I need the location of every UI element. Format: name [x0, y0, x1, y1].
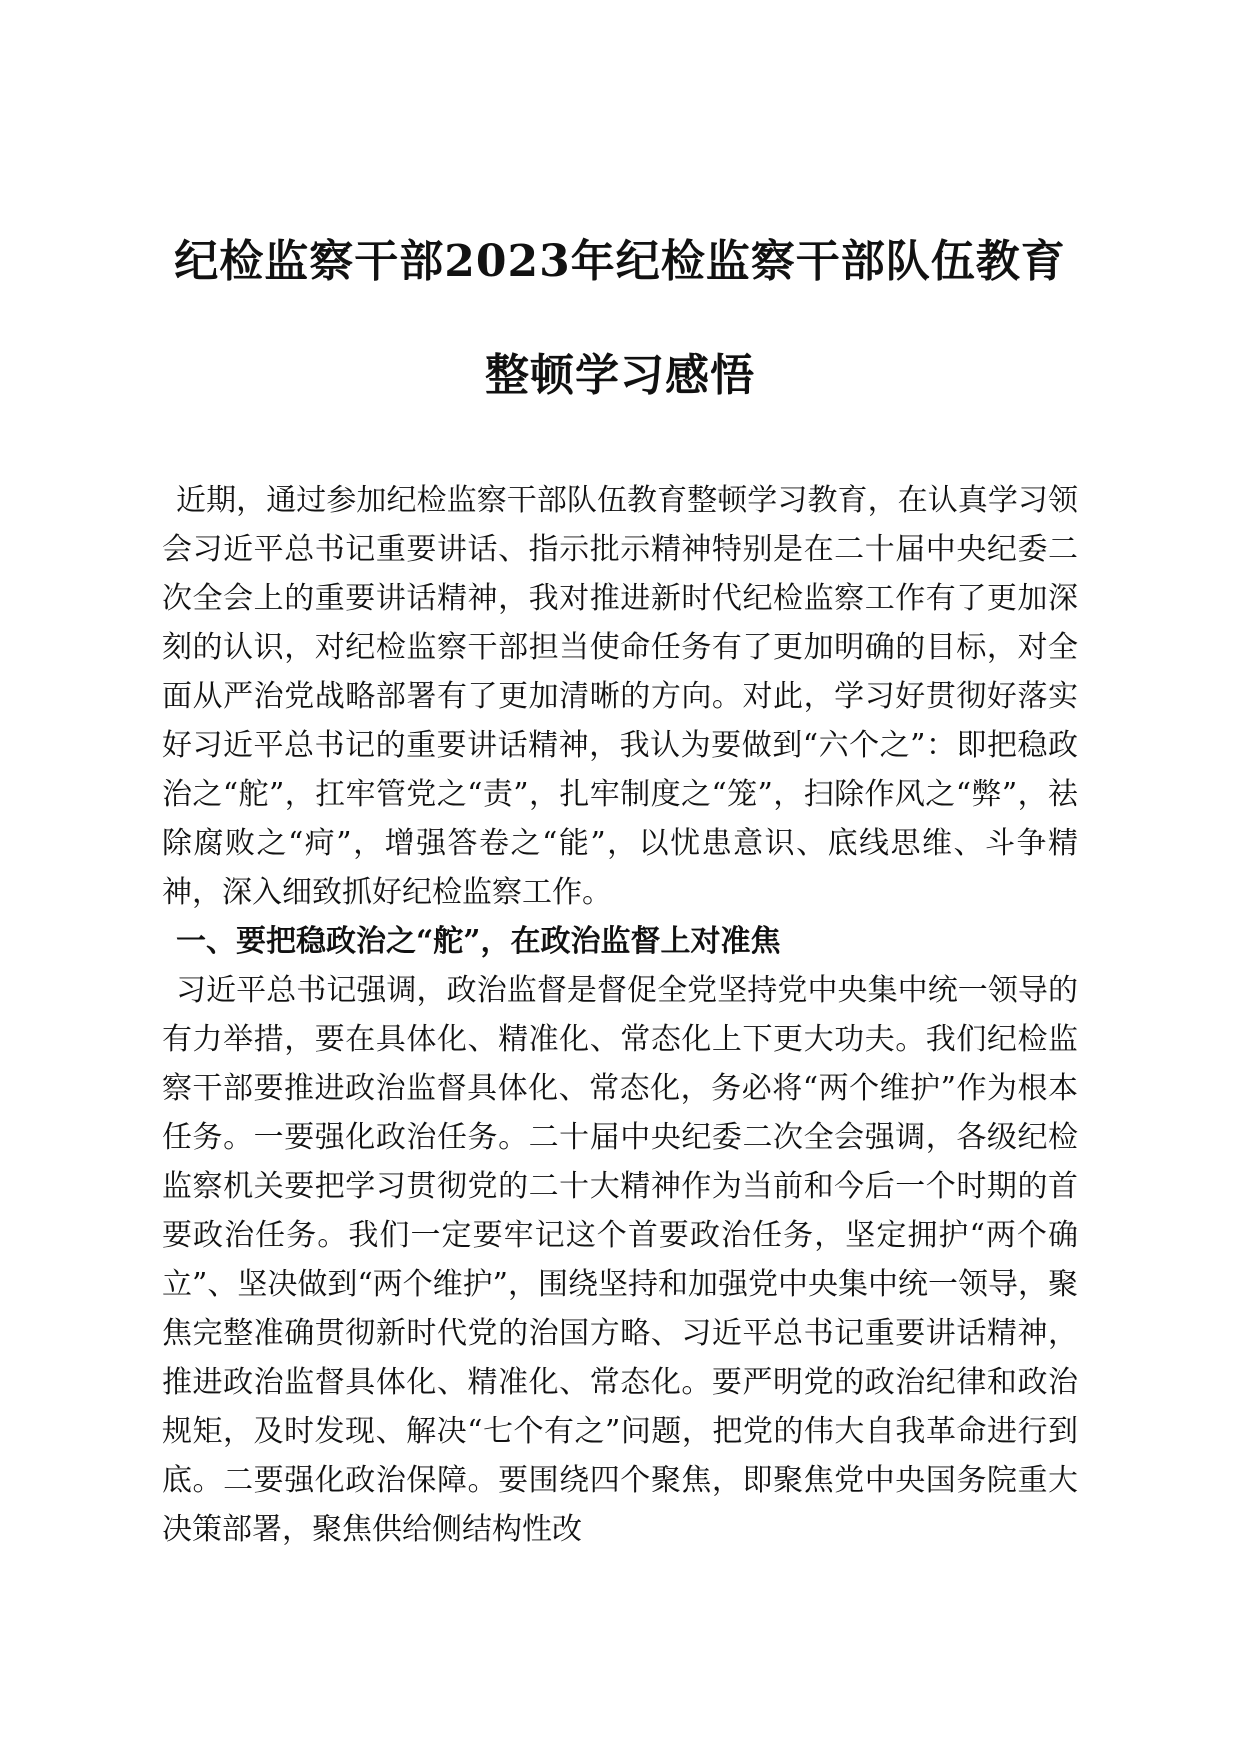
- document-title-line-2: 整顿学习感悟: [485, 350, 755, 401]
- section-1-paragraph: 习近平总书记强调，政治监督是督促全党坚持党中央集中统一领导的有力举措，要在具体化、精准化、常态化上下更大功夫。我们纪检监察干部要推进政治监督具体化、常态化，务必将“两个维护”作为根本任务。一要强化政治任务。二十届中央纪委二次全会强调，各级纪检监察机关要把学习贯彻党的二十大精神作为当前和今后一个时期的首要政治任务。我们一定要牢记这个首要政治任务，坚定拥护“两个确立”、坚决做到“两个维护”，围绕坚持和加强党中央集中统一领导，聚焦完整准确贯彻新时代党的治国方略、习近平总书记重要讲话精神，推进政治监督具体化、精准化、常态化。要严明党的政治纪律和政治规矩，及时发现、解决“七个有之”问题，把党的伟大自我革命进行到底。二要强化政治保障。要围绕四个聚焦，即聚焦党中央国务院重大决策部署，聚焦供给侧结构性改: [162, 973, 1079, 1547]
- section-1-heading: 一、要把稳政治之“舵”，在政治监督上对准焦: [176, 924, 781, 959]
- document-body: [162, 476, 1078, 1554]
- intro-paragraph: 近期，通过参加纪检监察干部队伍教育整顿学习教育，在认真学习领会习近平总书记重要讲话、指示批示精神特别是在二十届中央纪委二次全会上的重要讲话精神，我对推进新时代纪检监察工作有了更加深刻的认识，对纪检监察干部担当使命任务有了更加明确的目标，对全面从严治党战略部署有了更加清晰的方向。对此，学习好贯彻好落实好习近平总书记的重要讲话精神，我认为要做到“六个之”：即把稳政治之“舵”，扛牢管党之“责”，扎牢制度之“笼”，扫除作风之“弊”，祛除腐败之“疴”，增强答卷之“能”，以忧患意识、底线思维、斗争精神，深入细致抓好纪检监察工作。: [162, 483, 1078, 910]
- document-title-line-1: 纪检监察干部2023年纪检监察干部队伍教育: [174, 236, 1066, 287]
